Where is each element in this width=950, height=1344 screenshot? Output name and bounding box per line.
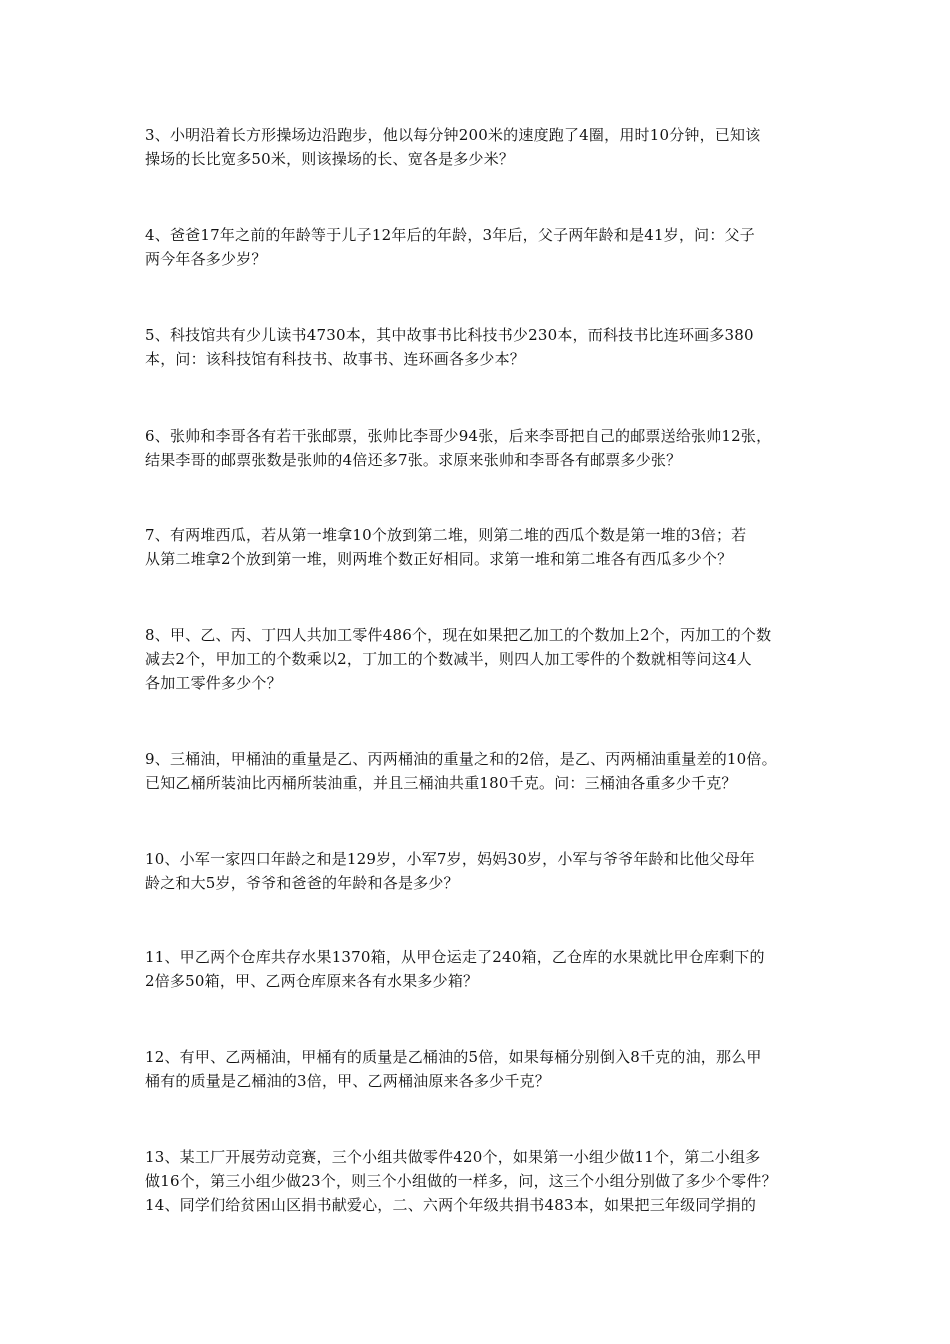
problem-11: 11、甲乙两个仓库共存水果1370箱，从甲仓运走了240箱，乙仓库的水果就比甲仓库剩下的 2倍多50箱，甲、乙两仓库原来各有水果多少箱？ [145,948,765,990]
problem-12: 12、有甲、乙两桶油，甲桶有的质量是乙桶油的5倍，如果每桶分别倒入8千克的油，那么甲 桶有的质量是乙桶油的3倍，甲、乙两桶油原来各多少千克？ [145,1048,762,1090]
problem-4: 4、爸爸17年之前的年龄等于儿子12年后的年龄，3年后，父子两年龄和是41岁，问：父子 两今年各多少岁？ [145,226,755,268]
problem-14: 14、同学们给贫困山区捐书献爱心，二、六两个年级共捐书483本，如果把三年级同学捐的 [145,1196,757,1214]
problem-6: 6、张帅和李哥各有若干张邮票，张帅比李哥少94张，后来李哥把自己的邮票送给张帅12张， 结果李哥的邮票张数是张帅的4倍还多7张。求原来张帅和李哥各有邮票多少张？ [145,427,772,469]
problem-8: 8、甲、乙、丙、丁四人共加工零件486个，现在如果把乙加工的个数加上2个，丙加工的个数 减去2个，甲加工的个数乘以2，丁加工的个数减半，则四人加工零件的个数就相等问这4人 各加工零件多少个？ [145,626,772,692]
problem-13: 13、某工厂开展劳动竞赛，三个小组共做零件420个，如果第一小组少做11个，第二小组多 做16个，第三小组少做23个，则三个小组做的一样多，问，这三个小组分别做了多少个零件？ [145,1148,777,1190]
problem-9: 9、三桶油，甲桶油的重量是乙、丙两桶油的重量之和的2倍，是乙、丙两桶油重量差的10倍。 已知乙桶所装油比丙桶所装油重，并且三桶油共重180千克。问：三桶油各重多少千克？ [145,750,777,792]
problem-10: 10、小军一家四口年龄之和是129岁，小军7岁，妈妈30岁，小军与爷爷年龄和比他父母年 龄之和大5岁，爷爷和爸爸的年龄和各是多少？ [145,850,755,892]
problem-3: 3、小明沿着长方形操场边沿跑步，他以每分钟200米的速度跑了4圈，用时10分钟，已知该 操场的长比宽多50米，则该操场的长、宽各是多少米？ [145,126,761,168]
problem-7: 7、有两堆西瓜，若从第一堆拿10个放到第二堆，则第二堆的西瓜个数是第一堆的3倍；若 从第二堆拿2个放到第一堆，则两堆个数正好相同。求第一堆和第二堆各有西瓜多少个？ [145,526,747,568]
problem-5: 5、科技馆共有少儿读书4730本，其中故事书比科技书少230本，而科技书比连环画多380 本，问：该科技馆有科技书、故事书、连环画各多少本？ [145,326,754,368]
